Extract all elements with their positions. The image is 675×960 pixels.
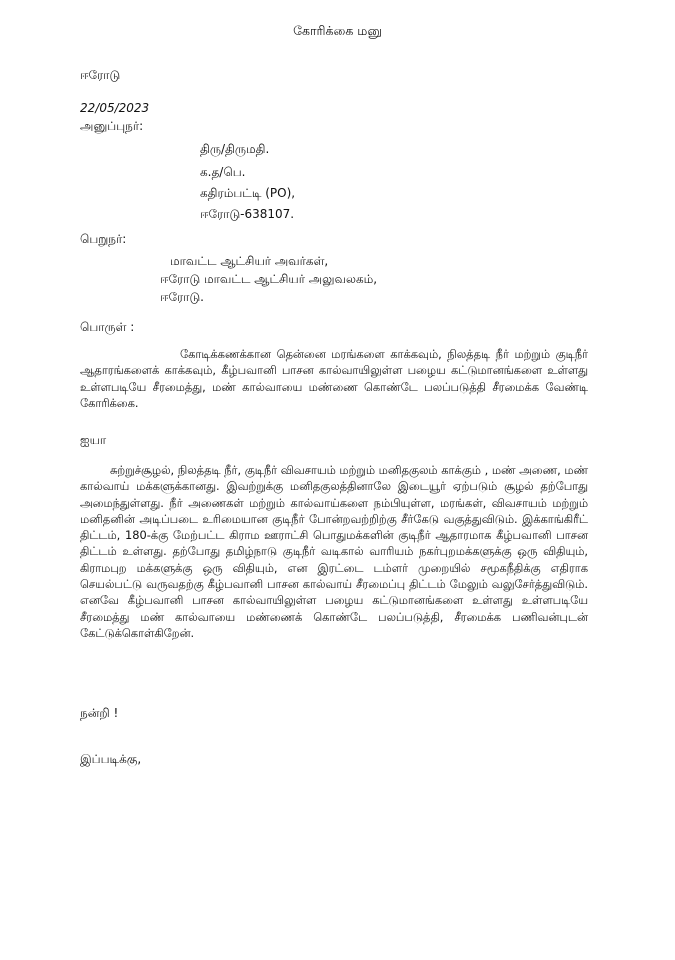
to-label: பெறுநர்: (80, 232, 127, 246)
date: 22/05/2023 (80, 101, 150, 115)
to-line-office: ஈரோடு மாவட்ட ஆட்சியர் அலுவலகம், (160, 272, 378, 286)
from-line-relation: க.த/பெ. (200, 165, 246, 179)
subject-label: பொருள் : (80, 320, 135, 334)
salutation: ஐயா (80, 433, 107, 447)
thanks: நன்றி ! (80, 706, 119, 720)
to-line-collector: மாவட்ட ஆட்சியர் அவர்கள், (170, 254, 329, 268)
from-line-name: திரு/திருமதி. (200, 142, 270, 156)
from-line-pincode: ஈரோடு-638107. (200, 207, 295, 221)
place: ஈரோடு (80, 68, 121, 82)
from-line-village: கதிரம்பட்டி (PO), (200, 186, 296, 200)
to-line-city: ஈரோடு. (160, 290, 204, 304)
letter-title: கோரிக்கை மனு (293, 23, 382, 38)
subject-text: கோடிக்கணக்கான தென்னை மரங்களை காக்கவும், நிலத்தடி நீர் மற்றும் குடிநீர் ஆதாரங்களைக் காக்கவும், கீழ்பவானி பாசன கால்வாயிலுள்ள பழைய கட்டுமானங்களை உள்ளது உள்ளபடியே சீரமைத்து, மண் கால்வாயை மண்ணை கொண்டே பலப்படுத்தி சீரமைக்க வேண்டி கோரிக்கை. (80, 347, 588, 410)
closing: இப்படிக்கு, (80, 752, 142, 766)
body-paragraph: சுற்றுச்சூழல், நிலத்தடி நீர், குடிநீர் விவசாயம் மற்றும் மனிதகுலம் காக்கும் , மண் அணை, மண் கால்வாய் மக்களுக்கானது. இவற்றுக்கு மனிதகுலத்தினாலே இடையூர் ஏற்படும் சூழல் தற்போது அமைந்துள்ளது. நீர் அணைகள் மற்றும் கால்வாய்களை நம்பியுள்ள, மரங்கள், விவசாயம் மற்றும் மனிதனின் அடிப்படை உரிமையான குடிநீர் போன்றவற்றிற்கு சீர்கேடு வகுத்துவிடும். இக்காங்கிரீட் திட்டம், 180-க்கு மேற்பட்ட கிராம ஊராட்சி பொதுமக்களின் குடிநீர் ஆதாரமாக கீழ்பவானி பாசன திட்டம் உள்ளது. தற்போது தமிழ்நாடு குடிநீர் வடிகால் வாரியம் நகர்புறமக்களுக்கு ஒரு விதியும், கிராமபுற மக்களுக்கு ஒரு விதியும், என இரட்டை டம்ளர் முறையில் சமூகநீதிக்கு எதிராக செயல்பட்டு வருவதற்கு கீழ்பவானி பாசன கால்வாய் சீரமைப்பு திட்டம் மேலும் வலுசேர்த்துவிடும். எனவே கீழ்பவானி பாசன கால்வாயிலுள்ள பழைய கட்டுமானங்களை உள்ளது உள்ளபடியே சீரமைத்து மண் கால்வாயை மண்ணைக் கொண்டே பலப்படுத்தி, சீரமைக்க பணிவன்புடன் கேட்டுக்கொள்கிறேன். (80, 463, 588, 640)
from-label: அனுப்புநர்: (80, 119, 144, 133)
